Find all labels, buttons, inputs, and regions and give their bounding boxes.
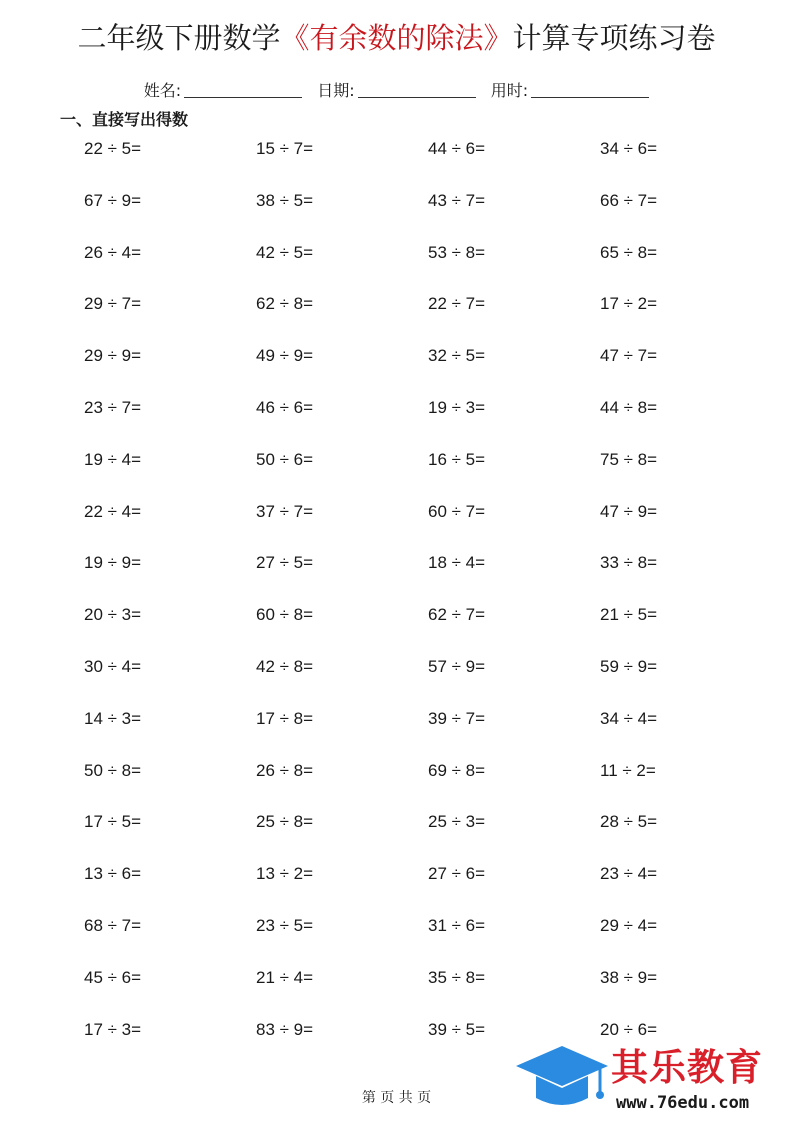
problem-item: 39 ÷ 7=: [428, 708, 486, 728]
problem-item: 21 ÷ 5=: [600, 605, 658, 625]
problem-item: 22 ÷ 7=: [428, 294, 486, 314]
problem-item: 67 ÷ 9=: [84, 190, 142, 210]
title-highlight: 《有余数的除法》: [280, 21, 513, 55]
problem-item: 50 ÷ 6=: [256, 449, 314, 469]
problem-item: 17 ÷ 8=: [256, 708, 314, 728]
problem-item: 42 ÷ 5=: [256, 242, 314, 262]
problem-item: 14 ÷ 3=: [84, 708, 142, 728]
problem-item: 43 ÷ 7=: [428, 190, 486, 210]
problem-item: 49 ÷ 9=: [256, 346, 314, 366]
name-blank[interactable]: [184, 80, 302, 98]
problem-item: 60 ÷ 7=: [428, 501, 486, 521]
time-label: 用时:: [490, 81, 529, 100]
problem-item: 26 ÷ 8=: [256, 760, 314, 780]
problem-item: 13 ÷ 6=: [84, 864, 142, 884]
problem-item: 19 ÷ 4=: [84, 449, 142, 469]
time-blank[interactable]: [531, 80, 649, 98]
problem-item: 13 ÷ 2=: [256, 864, 314, 884]
problem-item: 11 ÷ 2=: [600, 760, 656, 780]
problem-item: 33 ÷ 8=: [600, 553, 658, 573]
problem-item: 62 ÷ 8=: [256, 294, 314, 314]
problem-item: 59 ÷ 9=: [600, 656, 658, 676]
problem-item: 17 ÷ 5=: [84, 812, 142, 832]
problem-item: 47 ÷ 7=: [600, 346, 658, 366]
problem-item: 50 ÷ 8=: [84, 760, 142, 780]
name-field: [144, 80, 302, 102]
problem-item: 22 ÷ 4=: [84, 501, 142, 521]
problem-item: 65 ÷ 8=: [600, 242, 658, 262]
problem-item: 45 ÷ 6=: [84, 967, 142, 987]
problem-item: 28 ÷ 5=: [600, 812, 658, 832]
problem-item: 37 ÷ 7=: [256, 501, 314, 521]
problem-item: 22 ÷ 5=: [84, 139, 142, 158]
problem-item: 53 ÷ 8=: [428, 242, 486, 262]
problem-item: 42 ÷ 8=: [256, 656, 314, 676]
brand-logo: [506, 1038, 793, 1122]
brand-name: 其乐教育: [611, 1046, 763, 1089]
problem-item: 46 ÷ 6=: [256, 397, 314, 417]
problem-item: 20 ÷ 3=: [84, 605, 142, 625]
problem-item: 47 ÷ 9=: [600, 501, 658, 521]
problem-item: 62 ÷ 7=: [428, 605, 486, 625]
problem-item: 30 ÷ 4=: [84, 656, 142, 676]
problem-item: 17 ÷ 2=: [600, 294, 658, 314]
problem-item: 38 ÷ 5=: [256, 190, 314, 210]
date-label: 日期:: [317, 81, 355, 100]
problem-item: 21 ÷ 4=: [256, 967, 314, 987]
time-field: [491, 80, 649, 102]
problem-item: 15 ÷ 7=: [256, 139, 314, 158]
problem-item: 34 ÷ 6=: [600, 139, 658, 158]
graduation-cap-icon: [512, 1042, 612, 1116]
name-label: 姓名:: [143, 81, 182, 100]
problem-item: 68 ÷ 7=: [84, 915, 142, 935]
problem-grid: [84, 136, 724, 1068]
problem-item: 25 ÷ 3=: [428, 812, 486, 832]
problem-item: 16 ÷ 5=: [428, 449, 486, 469]
problem-item: 19 ÷ 9=: [84, 553, 142, 573]
problem-item: 23 ÷ 4=: [600, 864, 658, 884]
problem-item: 29 ÷ 4=: [600, 915, 658, 935]
problem-item: 27 ÷ 5=: [256, 553, 314, 573]
date-field: [317, 80, 475, 102]
problem-item: 66 ÷ 7=: [600, 190, 658, 210]
problem-item: 29 ÷ 9=: [84, 346, 142, 366]
problem-item: 39 ÷ 5=: [428, 1019, 486, 1039]
problem-item: 29 ÷ 7=: [84, 294, 142, 314]
problem-item: 57 ÷ 9=: [428, 656, 486, 676]
problem-item: 23 ÷ 5=: [256, 915, 314, 935]
title-prefix: 二年级下册数学: [77, 21, 281, 55]
problem-item: 20 ÷ 6=: [600, 1019, 658, 1039]
date-blank[interactable]: [358, 80, 476, 98]
problem-item: 26 ÷ 4=: [84, 242, 142, 262]
page-footer: 第 页 共 页: [361, 1090, 432, 1106]
problem-item: 27 ÷ 6=: [428, 864, 486, 884]
problem-item: 25 ÷ 8=: [256, 812, 314, 832]
problem-item: 83 ÷ 9=: [256, 1019, 314, 1039]
problem-item: 17 ÷ 3=: [84, 1019, 142, 1039]
problem-item: 19 ÷ 3=: [428, 397, 486, 417]
page-title: [0, 18, 793, 58]
problem-item: 35 ÷ 8=: [428, 967, 486, 987]
title-suffix: 计算专项练习卷: [512, 21, 716, 55]
brand-url[interactable]: www.76edu.com: [616, 1093, 750, 1113]
student-info-row: [0, 80, 793, 102]
problem-item: 60 ÷ 8=: [256, 605, 314, 625]
section-title: 一、直接写出得数: [60, 110, 189, 129]
problem-item: 38 ÷ 9=: [600, 967, 658, 987]
problem-item: 44 ÷ 8=: [600, 397, 658, 417]
problem-item: 31 ÷ 6=: [428, 915, 486, 935]
problem-item: 44 ÷ 6=: [428, 139, 486, 158]
problem-item: 69 ÷ 8=: [428, 760, 486, 780]
problem-item: 34 ÷ 4=: [600, 708, 658, 728]
problem-item: 23 ÷ 7=: [84, 397, 142, 417]
problem-item: 75 ÷ 8=: [600, 449, 658, 469]
problem-item: 18 ÷ 4=: [428, 553, 486, 573]
problem-item: 32 ÷ 5=: [428, 346, 486, 366]
